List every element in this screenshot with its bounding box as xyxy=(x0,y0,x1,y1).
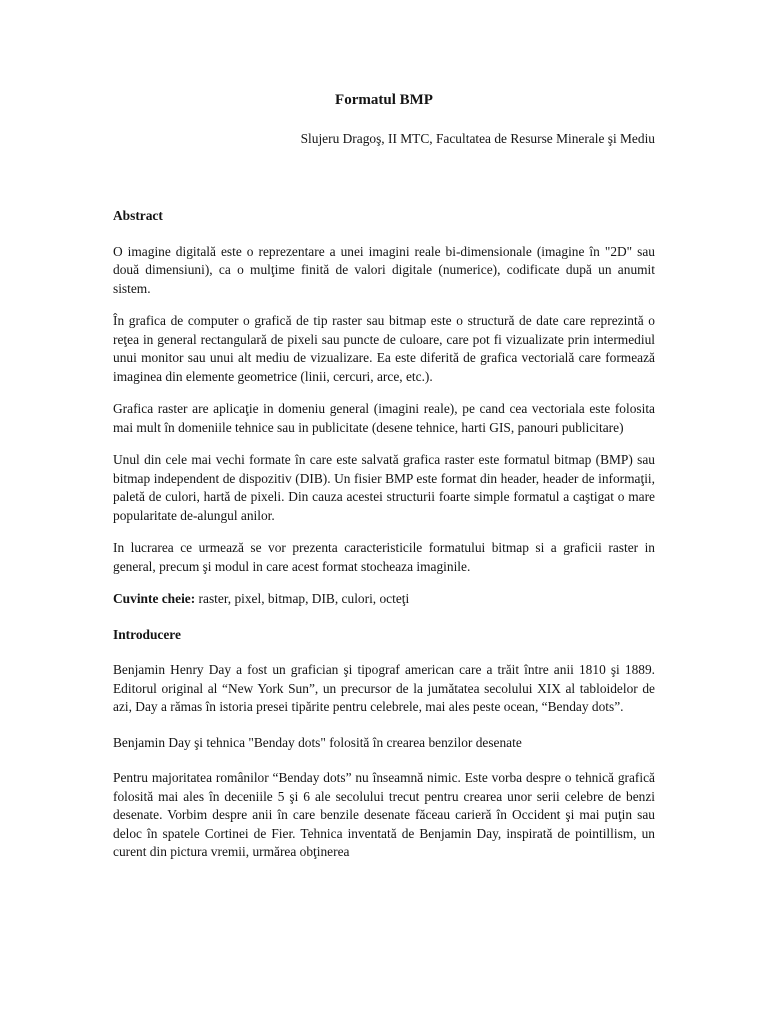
author-line: Slujeru Dragoş, II MTC, Facultatea de Resurse Minerale şi Mediu xyxy=(300,131,655,146)
introduction-heading: Introducere xyxy=(113,626,181,642)
document-title: Formatul BMP xyxy=(335,92,433,108)
introduction-paragraph-3: Pentru majoritatea românilor “Benday dots” nu înseamnă nimic. Este vorba despre o tehnică grafică folosită mai ales în deceniile 5 şi 6 ale secolului trecut pentru crearea unor serii celebre de benzi desenate. Vorbim despre anii în care benzile desenate făceau carieră în Occident şi mai puţin sau deloc în spatele Cortinei de Fier. Tehnica inventată de Benjamin Day, inspirată de pointillism, un curent din pictura vremii, urmărea obţinerea xyxy=(113,770,655,859)
introduction-paragraph-1: Benjamin Henry Day a fost un grafician şi tipograf american care a trăit între anii 1810 şi 1889. Editorul original al “New York Sun”, un precursor de la jumătatea secolului XIX al tabloidelor de azi, Day a rămas în istoria presei tipărite pentru celebrele, mai ales peste ocean, “Benday dots”. xyxy=(113,662,655,714)
keywords-line xyxy=(113,590,655,609)
abstract-paragraph-1: O imagine digitală este o reprezentare a unei imagini reale bi-dimensionale (imagine în "2D" sau două dimensiuni), ca o mulţime finită de valori digitale (numerice), codificate după un anumit sistem. xyxy=(113,243,655,296)
keywords-label: Cuvinte cheie: xyxy=(113,591,196,606)
keywords-list: raster, pixel, bitmap, DIB, culori, octeţi xyxy=(195,591,410,606)
abstract-heading: Abstract xyxy=(113,208,163,223)
document-body xyxy=(113,207,655,876)
abstract-paragraph-2: În grafica de computer o grafică de tip raster sau bitmap este o structură de date care reprezintă o reţea in general rectangulară de pixeli sau puncte de culoare, care pot fi vizualizate prin intermediul unui monitor sau unui alt mediu de vizualizare. Ea este diferită de grafica vectorială care formează imaginea din elemente geometrice (linii, cercuri, arce, etc.). xyxy=(113,313,655,384)
abstract-paragraph-3: Grafica raster are aplicaţie in domeniu general (imagini reale), pe cand cea vectoriala este folosita mai mult în domeniile tehnice sau in publicitate (desene tehnice, harti GIS, panouri publicitare) xyxy=(113,401,655,435)
abstract-paragraph-5: In lucrarea ce urmează se vor prezenta caracteristicile formatului bitmap si a graficii raster in general, precum şi modul in care acest format stocheaza imaginile. xyxy=(113,540,655,574)
introduction-paragraph-2: Benjamin Day şi tehnica "Benday dots" folosită în crearea benzilor desenate xyxy=(113,734,522,750)
abstract-paragraph-4: Unul din cele mai vechi formate în care este salvată grafica raster este formatul bitmap (BMP) sau bitmap independent de dispozitiv (DIB). Un fisier BMP este format din header, header de informaţii, paletă de culori, hartă de pixeli. Din cauza acestei structurii foarte simple formatul a caştigat o mare popularitate de-alungul anilor. xyxy=(113,452,655,523)
